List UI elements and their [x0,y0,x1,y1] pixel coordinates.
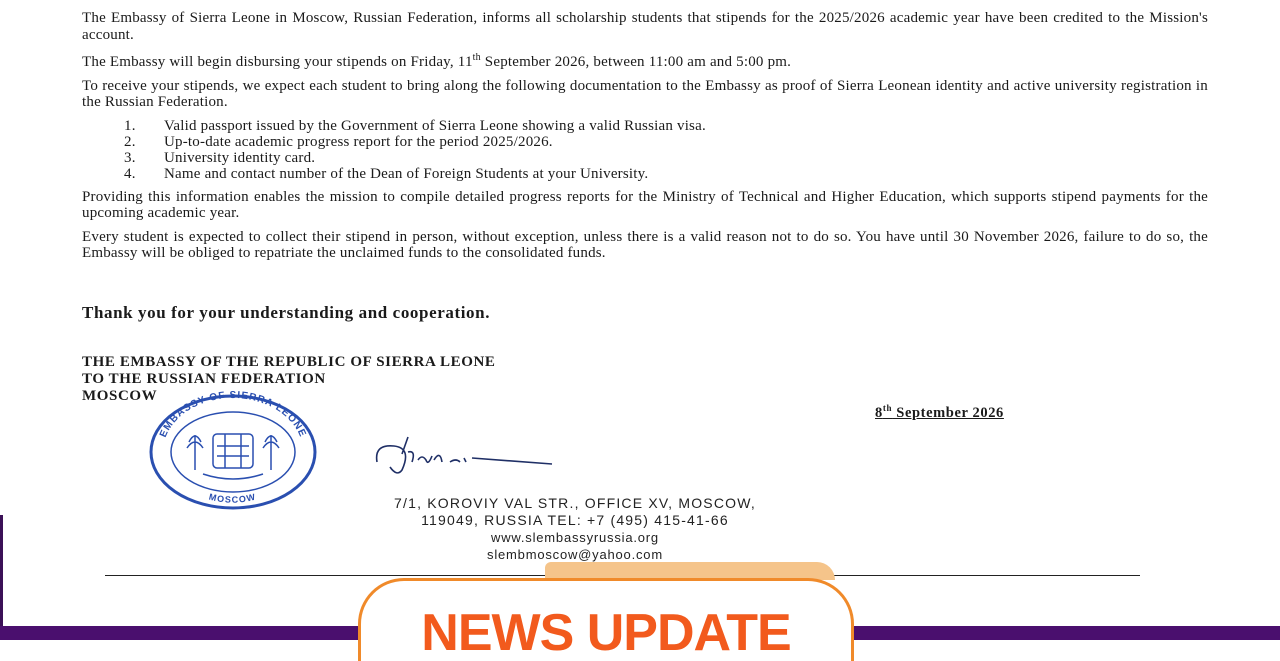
list-text: Name and contact number of the Dean of Foreign Students at your University. [164,165,649,182]
list-number: 2. [124,133,136,150]
disbursement-ordinal: th [472,52,481,63]
letter-body [82,10,1208,269]
requirements-list [82,118,1208,182]
list-item [82,118,1208,134]
date-month-year: September 2026 [892,404,1004,421]
date-ordinal: th [882,403,893,413]
paragraph-deadline: Every student is expected to collect their stipend in person, without exception, unless there is a valid reason not to do so. You have until 30 November 2026, failure to do so, the Embassy will be obliged to repatriate the unclaimed funds to the consolidated funds. [82,228,1208,261]
paragraph-disbursement-date [82,50,1208,71]
address-street: 7/1, KOROVIY VAL STR., OFFICE XV, MOSCOW, [394,495,756,511]
list-text: University identity card. [164,149,316,166]
letter-date [875,403,1004,422]
paragraph-announcement: The Embassy of Sierra Leone in Moscow, Russian Federation, informs all scholarship students that stipends for the 2025/2026 academic year have been credited to the Mission's account. [82,10,1208,43]
list-number: 4. [124,165,136,182]
paragraph-purpose: Providing this information enables the mission to compile detailed progress reports for the Ministry of Technical and Higher Education, which supports stipend payments for the upcoming academic year. [82,188,1208,221]
address-city-phone: 119049, RUSSIA TEL: +7 (495) 415-41-66 [421,512,729,528]
date-day: 8 [875,404,883,421]
embassy-email: slembmoscow@yahoo.com [487,547,663,562]
embassy-address [250,495,900,563]
disbursement-text-start: The Embassy will begin disbursing your stipends on Friday, 11 [82,54,473,70]
signature-handwritten [372,432,567,487]
list-item [82,134,1208,150]
sign-line-city: MOSCOW [82,388,158,404]
left-accent-bar [0,515,3,626]
news-update-badge [358,578,854,661]
list-text: Valid passport issued by the Government of Sierra Leone showing a valid Russian visa. [164,117,706,134]
sign-line-embassy: THE EMBASSY OF THE REPUBLIC OF SIERRA LEONE [82,354,496,370]
coat-of-arms-icon [187,434,279,479]
seal-top-text: EMBASSY OF SIERRA LEONE [157,390,309,440]
list-number: 1. [124,117,136,134]
list-text: Up-to-date academic progress report for the period 2025/2026. [164,133,553,150]
sign-line-federation: TO THE RUSSIAN FEDERATION [82,371,326,387]
svg-text:EMBASSY OF SIERRA LEONE [158,390,308,439]
news-update-label: NEWS UPDATE [421,604,791,661]
embassy-seal-stamp [125,390,335,510]
list-item [82,150,1208,166]
list-number: 3. [124,149,136,166]
disbursement-text-end: September 2026, between 11:00 am and 5:00 pm. [480,54,792,70]
embassy-website: www.slembassyrussia.org [491,530,659,545]
list-item [82,166,1208,182]
paragraph-documentation: To receive your stipends, we expect each student to bring along the following documentation to the Embassy as proof of Sierra Leonean identity and active university registration in the Russian Federation. [82,77,1208,110]
seal-bottom-text: MOSCOW [207,491,258,505]
closing-thanks: Thank you for your understanding and cooperation. [82,303,491,322]
